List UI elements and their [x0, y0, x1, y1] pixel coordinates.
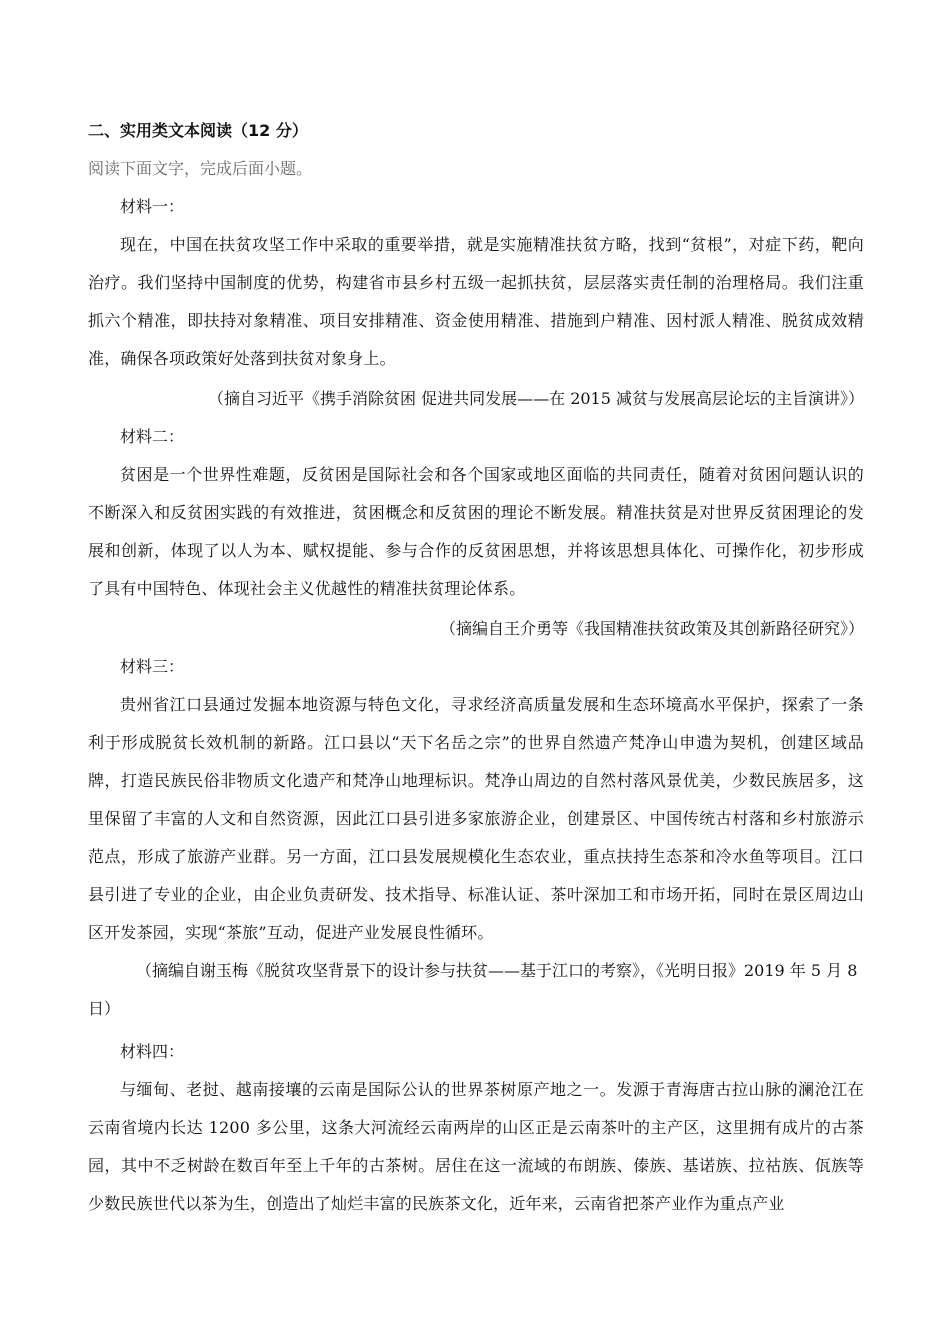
- material-3-text: 贵州省江口县通过发掘本地资源与特色文化，寻求经济高质量发展和生态环境高水平保护，探索了一条利于形成脱贫长效机制的新路。江口县以“天下名岳之宗”的世界自然遗产梵净山申遗为契机，创建区域品牌，打造民族民俗非物质文化遗产和梵净山地理标识。梵净山周边的自然村落风景优美，少数民族居多，这里保留了丰富的人文和自然资源，因此江口县引进多家旅游企业，创建景区、中国传统古村落和乡村旅游示范点，形成了旅游产业群。另一方面，江口县发展规模化生态农业，重点扶持生态茶和冷水鱼等项目。江口县引进了专业的企业，由企业负责研发、技术指导、标准认证、茶叶深加工和市场开拓，同时在景区周边山区开发茶园，实现“茶旅”互动，促进产业发展良性循环。: [88, 695, 864, 942]
- material-3-source: （摘编自谢玉梅《脱贫攻坚背景下的设计参与扶贫——基于江口的考察》，《光明日报》2019 年 5 月 8 日）: [88, 961, 858, 1018]
- material-4-text: 与缅甸、老挝、越南接壤的云南是国际公认的世界茶树原产地之一。发源于青海唐古拉山脉的澜沧江在云南省境内长达 1200 多公里，这条大河流经云南两岸的山区正是云南茶叶的主产区，这里拥有成片的古茶园，其中不乏树龄在数百年至上千年的古茶树。居住在这一流域的布朗族、傣族、基诺族、拉祜族、佤族等少数民族世代以茶为生，创造出了灿烂丰富的民族茶文化，近年来，云南省把茶产业作为重点产业: [88, 1080, 864, 1213]
- material-1-text: 现在，中国在扶贫攻坚工作中采取的重要举措，就是实施精准扶贫方略，找到“贫根”，对症下药，靶向治疗。我们坚持中国制度的优势，构建省市县乡村五级一起抓扶贫，层层落实责任制的治理格局。我们注重抓六个精准，即扶持对象精准、项目安排精准、资金使用精准、措施到户精准、因村派人精准、脱贫成效精准，确保各项政策好处落到扶贫对象身上。: [88, 235, 864, 368]
- section-title: 二、实用类文本阅读（12 分）: [88, 121, 308, 140]
- material-1-source: （摘自习近平《携手消除贫困 促进共同发展——在 2015 减贫与发展高层论坛的主旨演讲》）: [208, 389, 864, 408]
- instruction-text: 阅读下面文字，完成后面小题。: [88, 159, 313, 178]
- material-2-text: 贫困是一个世界性难题，反贫困是国际社会和各个国家或地区面临的共同责任，随着对贫困问题认识的不断深入和反贫困实践的有效推进，贫困概念和反贫困的理论不断发展。精准扶贫是对世界反贫困理论的发展和创新，体现了以人为本、赋权提能、参与合作的反贫困思想，并将该思想具体化、可操作化，初步形成了具有中国特色、体现社会主义优越性的精准扶贫理论体系。: [88, 465, 864, 598]
- material-2-label: 材料二：: [120, 427, 185, 446]
- material-1-label: 材料一：: [120, 197, 185, 216]
- material-3-label: 材料三：: [120, 657, 185, 676]
- material-2-source: （摘编自王介勇等《我国精准扶贫政策及其创新路径研究》）: [439, 619, 864, 638]
- material-4-label: 材料四：: [120, 1042, 185, 1061]
